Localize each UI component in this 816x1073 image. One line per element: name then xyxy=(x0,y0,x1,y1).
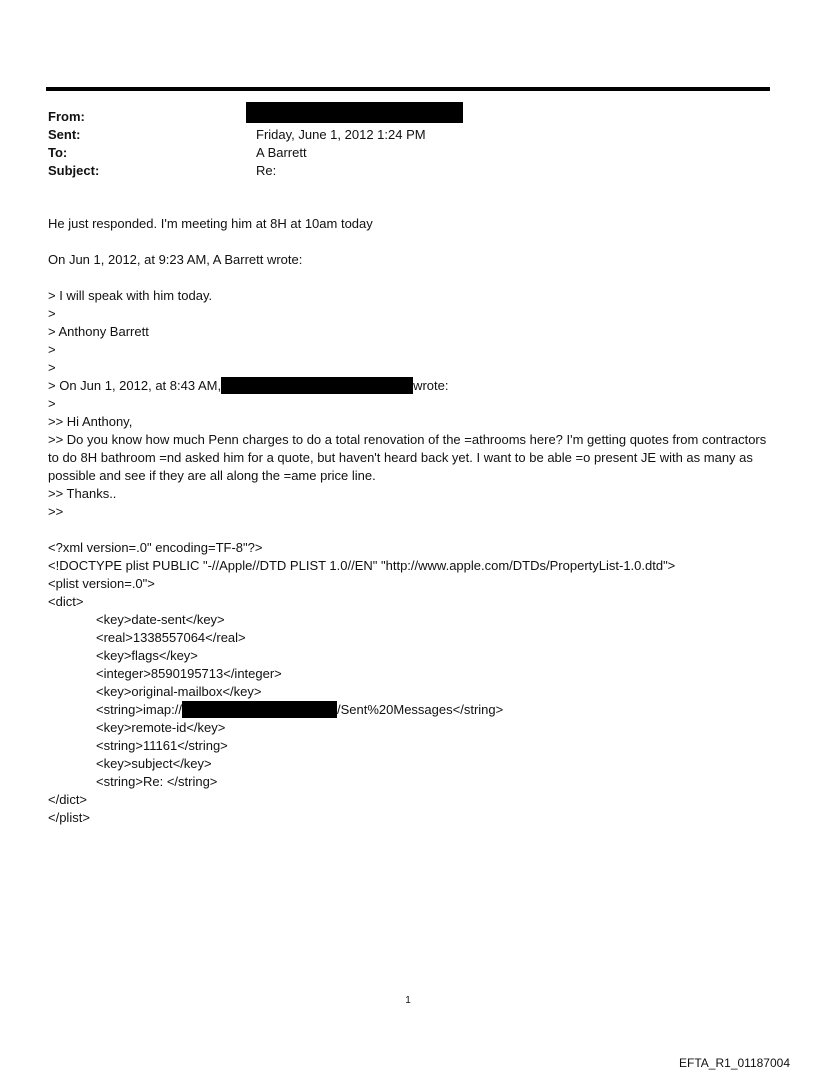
page-number: 1 xyxy=(405,995,411,1006)
from-label: From: xyxy=(48,109,85,124)
plist-line: <key>original-mailbox</key> xyxy=(96,684,262,699)
redacted-sender xyxy=(221,377,413,394)
plist-line: <plist version=.0"> xyxy=(48,576,155,591)
plist-line: </plist> xyxy=(48,810,90,825)
header-rule xyxy=(46,87,770,91)
plist-line: <key>date-sent</key> xyxy=(96,612,225,627)
plist-line: <key>flags</key> xyxy=(96,648,198,663)
to-value: A Barrett xyxy=(256,145,307,160)
plist-line xyxy=(48,701,768,719)
quoted-paragraph: >> Do you know how much Penn charges to do a total renovation of the =athrooms here? I'm getting quotes from contractors to do 8H bathroom =nd asked him for a quote, but haven't heard back yet. I want to be able =o present JE with as many as possible and see if they are all along the =ame price line. xyxy=(48,432,767,483)
quoted-line: > xyxy=(48,396,56,411)
plist-line: <!DOCTYPE plist PUBLIC "-//Apple//DTD PLIST 1.0//EN" "http://www.apple.com/DTDs/PropertyList-1.0.dtd"> xyxy=(48,558,676,573)
quoted-line: > xyxy=(48,342,56,357)
sent-label: Sent: xyxy=(48,127,81,142)
plist-line: <key>subject</key> xyxy=(96,756,212,771)
subject-label: Subject: xyxy=(48,163,100,178)
plist-text: /Sent%20Messages</string> xyxy=(337,702,504,717)
plist-line: <?xml version=.0" encoding=TF-8"?> xyxy=(48,540,263,555)
redacted-mailbox xyxy=(182,701,337,718)
document-id: EFTA_R1_01187004 xyxy=(679,1056,790,1070)
sent-value: Friday, June 1, 2012 1:24 PM xyxy=(256,127,426,142)
body-line: On Jun 1, 2012, at 9:23 AM, A Barrett wrote: xyxy=(48,252,303,267)
plist-line: <key>remote-id</key> xyxy=(96,720,226,735)
quoted-text: wrote: xyxy=(413,378,449,393)
email-body xyxy=(48,215,768,827)
email-header xyxy=(48,108,768,180)
subject-value: Re: xyxy=(256,163,277,178)
quoted-line: > I will speak with him today. xyxy=(48,288,213,303)
quoted-line: > Anthony Barrett xyxy=(48,324,149,339)
plist-line: <integer>8590195713</integer> xyxy=(96,666,282,681)
quoted-line xyxy=(48,377,768,395)
quoted-line: >> xyxy=(48,504,64,519)
quoted-line: > xyxy=(48,306,56,321)
to-label: To: xyxy=(48,145,68,160)
plist-line: <real>1338557064</real> xyxy=(96,630,246,645)
plist-text: <string>imap:// xyxy=(96,702,182,717)
body-line: He just responded. I'm meeting him at 8H at 10am today xyxy=(48,216,373,231)
plist-line: </dict> xyxy=(48,792,88,807)
quoted-line: >> Thanks.. xyxy=(48,486,117,501)
quoted-line: > xyxy=(48,360,56,375)
redacted-from-value xyxy=(246,102,463,123)
plist-line: <string>11161</string> xyxy=(96,738,228,753)
quoted-text: > On Jun 1, 2012, at 8:43 AM, xyxy=(48,378,222,393)
plist-line: <dict> xyxy=(48,594,84,609)
plist-line: <string>Re: </string> xyxy=(96,774,218,789)
quoted-line: >> Hi Anthony, xyxy=(48,414,133,429)
